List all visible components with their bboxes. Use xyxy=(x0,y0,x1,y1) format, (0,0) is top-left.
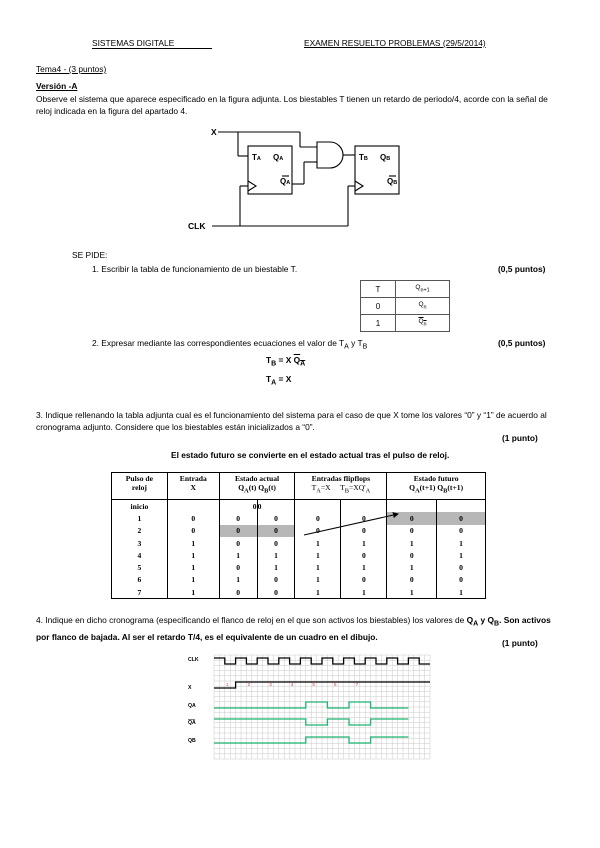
state-table-cell: 1 xyxy=(341,537,387,549)
state-table-cell: 0 xyxy=(387,549,437,561)
state-table-cell: 0 xyxy=(219,561,257,573)
state-table-cell: 0 xyxy=(341,549,387,561)
pulse-mark: 2 xyxy=(247,682,251,687)
header-underline xyxy=(92,48,212,49)
state-table-cell: 2 xyxy=(112,525,168,537)
state-table-cell: 0 xyxy=(437,512,486,524)
pulse-mark: 1 xyxy=(226,682,229,687)
state-table-cell: 1 xyxy=(295,586,341,599)
state-table-cell: 1 xyxy=(437,586,486,599)
state-table-cell: 0 xyxy=(167,525,219,537)
pulse-mark: 6 xyxy=(334,682,337,687)
q4-points: (1 punto) xyxy=(502,638,538,648)
state-table-cell: 1 xyxy=(167,537,219,549)
pulse-mark: 5 xyxy=(312,682,315,687)
state-table-cell: 1 xyxy=(219,549,257,561)
state-table-cell: 0 xyxy=(257,525,295,537)
ffa-t-label: TA xyxy=(252,153,261,162)
state-table-cell: 1 xyxy=(167,586,219,599)
intro-paragraph: Observe el sistema que aparece especificado en la figura adjunta. Los biestables T tienen un retardo de periodo/4, acorde con la señal de reloj indicada en la figura del apartado 4. xyxy=(36,94,548,116)
pulse-mark: 3 xyxy=(269,682,272,687)
pulse-mark: 7 xyxy=(355,682,359,687)
state-table-cell: 7 xyxy=(112,586,168,599)
state-table-cell: 0 xyxy=(219,537,257,549)
state-table-cell: 1 xyxy=(167,549,219,561)
topic-version: Versión -A xyxy=(36,81,78,91)
clk-waveform xyxy=(214,658,430,664)
state-table-cell: 1 xyxy=(437,549,486,561)
state-table-cell: 0 xyxy=(219,500,257,513)
header-exam-title: EXAMEN RESUELTO PROBLEMAS (29/5/2014) xyxy=(304,38,486,48)
state-table-cell: 1 xyxy=(341,561,387,573)
state-table-cell: 0 xyxy=(219,586,257,599)
timing-diagram xyxy=(180,650,440,760)
state-table-cell: 1 xyxy=(219,574,257,586)
state-table-cell: 0 xyxy=(257,500,295,513)
ffb-qn-label: QB xyxy=(387,177,398,186)
q2-eq-tb: $T_B = X$ $Q_A$ xyxy=(266,355,306,368)
state-table-cell: 1 xyxy=(387,537,437,549)
state-table-cell: 0 xyxy=(437,561,486,573)
tt-header-row xyxy=(361,281,450,298)
q2-text: 2. Expresar mediante las correspondientes ecuaciones el valor de $T_A$ y $T_B$ xyxy=(92,338,368,351)
hdr-estado-actual: Estado actual $Q_A(t)$ $Q_B(t)$ xyxy=(219,473,295,500)
state-table-cell: 1 xyxy=(167,574,219,586)
q3-text: 3. Indique rellenando la tabla adjunta cual es el funcionamiento del sistema para el caso de que X tome los valores “0” y “1” de acuerdo al cronograma adjunto. Considere que los biestables están inicializados a “0”. xyxy=(36,410,547,432)
state-table-cell: 0 xyxy=(257,574,295,586)
tt-row xyxy=(361,298,450,315)
state-table-cell: 1 xyxy=(295,549,341,561)
state-table-cell: 5 xyxy=(112,561,168,573)
hdr-pulso: Pulso de reloj xyxy=(112,473,168,500)
topic-title: Tema4 - (3 puntos) xyxy=(36,64,107,74)
state-table-cell: 0 xyxy=(219,512,257,524)
state-table-cell: 0 xyxy=(387,574,437,586)
state-table-cell: 1 xyxy=(341,586,387,599)
timing-label: QA xyxy=(188,720,196,726)
state-table-arrows xyxy=(111,472,491,594)
state-table-cell: 0 xyxy=(341,512,387,524)
state-table-cell: 0 xyxy=(257,537,295,549)
timing-label: QA xyxy=(188,703,196,709)
tt-cell: 1 xyxy=(361,315,396,332)
state-table-cell: 0 xyxy=(167,512,219,524)
state-table-cell: 1 xyxy=(295,574,341,586)
q3-note: El estado futuro se convierte en el estado actual tras el pulso de reloj. xyxy=(171,450,450,460)
ffa-qn-label: QA xyxy=(280,177,291,186)
state-table-cell: 0 xyxy=(219,525,257,537)
state-table-cell: 0 xyxy=(295,512,341,524)
state-table-cell: 1 xyxy=(112,512,168,524)
state-table-cell: 3 xyxy=(112,537,168,549)
arrow-ff-to-future xyxy=(304,514,398,535)
state-table-cell: 1 xyxy=(295,561,341,573)
q1-text: 1. Escribir la tabla de funcionamiento de un biestable T. xyxy=(92,264,298,274)
q1-points: (0,5 puntos) xyxy=(498,264,546,274)
q2-eq-ta: $T_A = X$ xyxy=(266,374,292,387)
se-pide-label: SE PIDE: xyxy=(72,250,108,260)
state-table-cell: 0 xyxy=(295,525,341,537)
tt-cell: $Q_n$ xyxy=(396,298,450,315)
circuit-x-label: X xyxy=(211,127,217,137)
q3-points: (1 punto) xyxy=(502,433,538,443)
ffb-t-label: TB xyxy=(359,153,368,162)
circuit-clk-label: CLK xyxy=(188,221,206,231)
state-table-cell: 0 xyxy=(341,525,387,537)
tt-header-t: T xyxy=(361,281,396,298)
state-table-cell: 4 xyxy=(112,549,168,561)
state-table-cell: 0 xyxy=(341,574,387,586)
state-table-cell: 0 xyxy=(437,574,486,586)
hdr-estado-futuro: Estado futuro $Q_A(t+1)$ $Q_B(t+1)$ xyxy=(387,473,486,500)
timing-label: X xyxy=(188,685,192,691)
state-table-cell: 1 xyxy=(437,537,486,549)
state-table-cell: 1 xyxy=(257,561,295,573)
state-table-cell: 0 xyxy=(257,586,295,599)
q2-points: (0,5 puntos) xyxy=(498,338,546,348)
tt-header-qn1: $Q_{n+1}$ xyxy=(396,281,450,298)
header-subject: SISTEMAS DIGITALE xyxy=(92,38,175,48)
q4-text: 4. Indique en dicho cronograma (especificando el flanco de reloj en el que son activos los biestables) los valores de $Q_A$ y $Q_B$. Son activos por flanco de bajada. Al ser el retardo T/4, es el equivalente de un cuadro en el dibujo. xyxy=(36,615,551,642)
ffb-q-label: QB xyxy=(380,153,391,162)
timing-label: QB xyxy=(188,738,196,744)
state-table-cell: 1 xyxy=(257,549,295,561)
state-table-cell: 1 xyxy=(295,537,341,549)
tt-cell: 0 xyxy=(361,298,396,315)
t-flipflop-table xyxy=(360,280,450,332)
state-table-cell: 0 xyxy=(437,525,486,537)
state-table-cell: 0 xyxy=(257,512,295,524)
hdr-entrada: Entrada X xyxy=(167,473,219,500)
timing-label: CLK xyxy=(188,657,199,663)
pulse-mark: 4 xyxy=(290,682,294,687)
tt-cell: $Q_n$ xyxy=(396,315,450,332)
state-table-cell: 1 xyxy=(387,561,437,573)
hdr-entradas-ff: Entradas flipflops $T_A=X$ $T_B=XQ'_A$ xyxy=(295,473,387,500)
circuit-diagram xyxy=(180,122,420,234)
state-table-cell: 1 xyxy=(167,561,219,573)
tt-row xyxy=(361,315,450,332)
state-table-cell: 0 xyxy=(387,512,437,524)
ffa-q-label: QA xyxy=(273,153,284,162)
state-table-cell: 0 xyxy=(387,525,437,537)
state-table-cell: inicio xyxy=(112,500,168,513)
state-table-cell: 1 xyxy=(387,586,437,599)
state-table-cell: 6 xyxy=(112,574,168,586)
